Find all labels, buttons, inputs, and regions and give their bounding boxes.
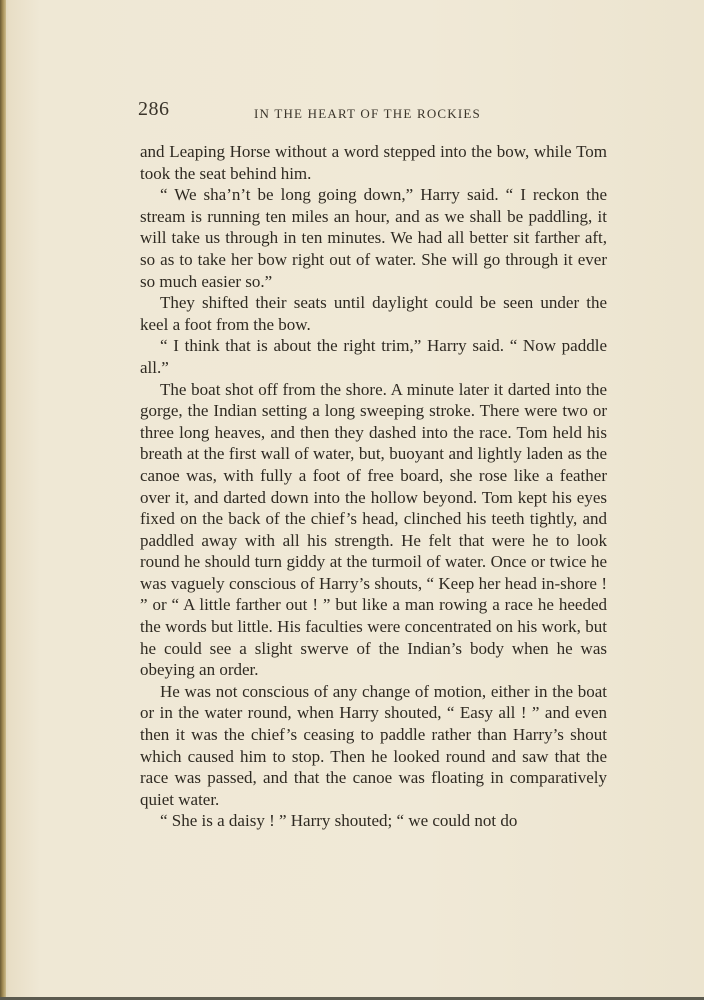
paragraph: They shifted their seats until daylight could be seen under the keel a foot from the bow. xyxy=(140,293,607,334)
paragraph: The boat shot off from the shore. A minute later it darted into the gorge, the Indian setting a long sweeping stroke. There were two or three long heaves, and then they dashed into the race. Tom held his breath at the first wall of water, but, buoyant and lightly laden as the canoe was, with fully a foot of free board, she rose like a feather over it, and darted down into the hollow beyond. Tom kept his eyes fixed on the back of the chief’s head, clinched his teeth tightly, and paddled away with all his strength. He felt that were he to look round he should turn giddy at the turmoil of water. Once or twice he was vaguely conscious of Harry’s shouts, “ Keep her head in-shore ! ” or “ A little farther out ! ” but like a man rowing a race he heeded the words but little. His faculties were concentrated on his work, but he could see a slight swerve of the Indian’s body when he was obeying an order. xyxy=(140,379,607,680)
paragraph: “ She is a daisy ! ” Harry shouted; “ we could not do xyxy=(160,811,518,831)
paragraph: “ We sha’n’t be long going down,” Harry said. “ I reckon the stream is running ten miles an hour, and as we shall be paddling, it will take us through in ten minutes. We had all better sit farther aft, so as to take her bow right out of water. She will go through it ever so much easier so.” xyxy=(140,185,607,291)
running-title: IN THE HEART OF THE ROCKIES xyxy=(254,106,481,121)
book-spine-edge xyxy=(0,0,6,1000)
page-header xyxy=(138,98,608,124)
body-text xyxy=(140,141,607,832)
page-number: 286 xyxy=(138,98,170,120)
paragraph: and Leaping Horse without a word stepped into the bow, while Tom took the seat behind him. xyxy=(140,142,607,183)
paragraph: “ I think that is about the right trim,” Harry said. “ Now paddle all.” xyxy=(140,336,607,377)
paragraph: He was not conscious of any change of motion, either in the boat or in the water round, when Harry shouted, “ Easy all ! ” and even then it was the chief’s ceasing to paddle rather than Harry’s shout which caused him to stop. Then he looked round and saw that the race was passed, and that the canoe was floating in comparatively quiet water. xyxy=(140,681,607,809)
